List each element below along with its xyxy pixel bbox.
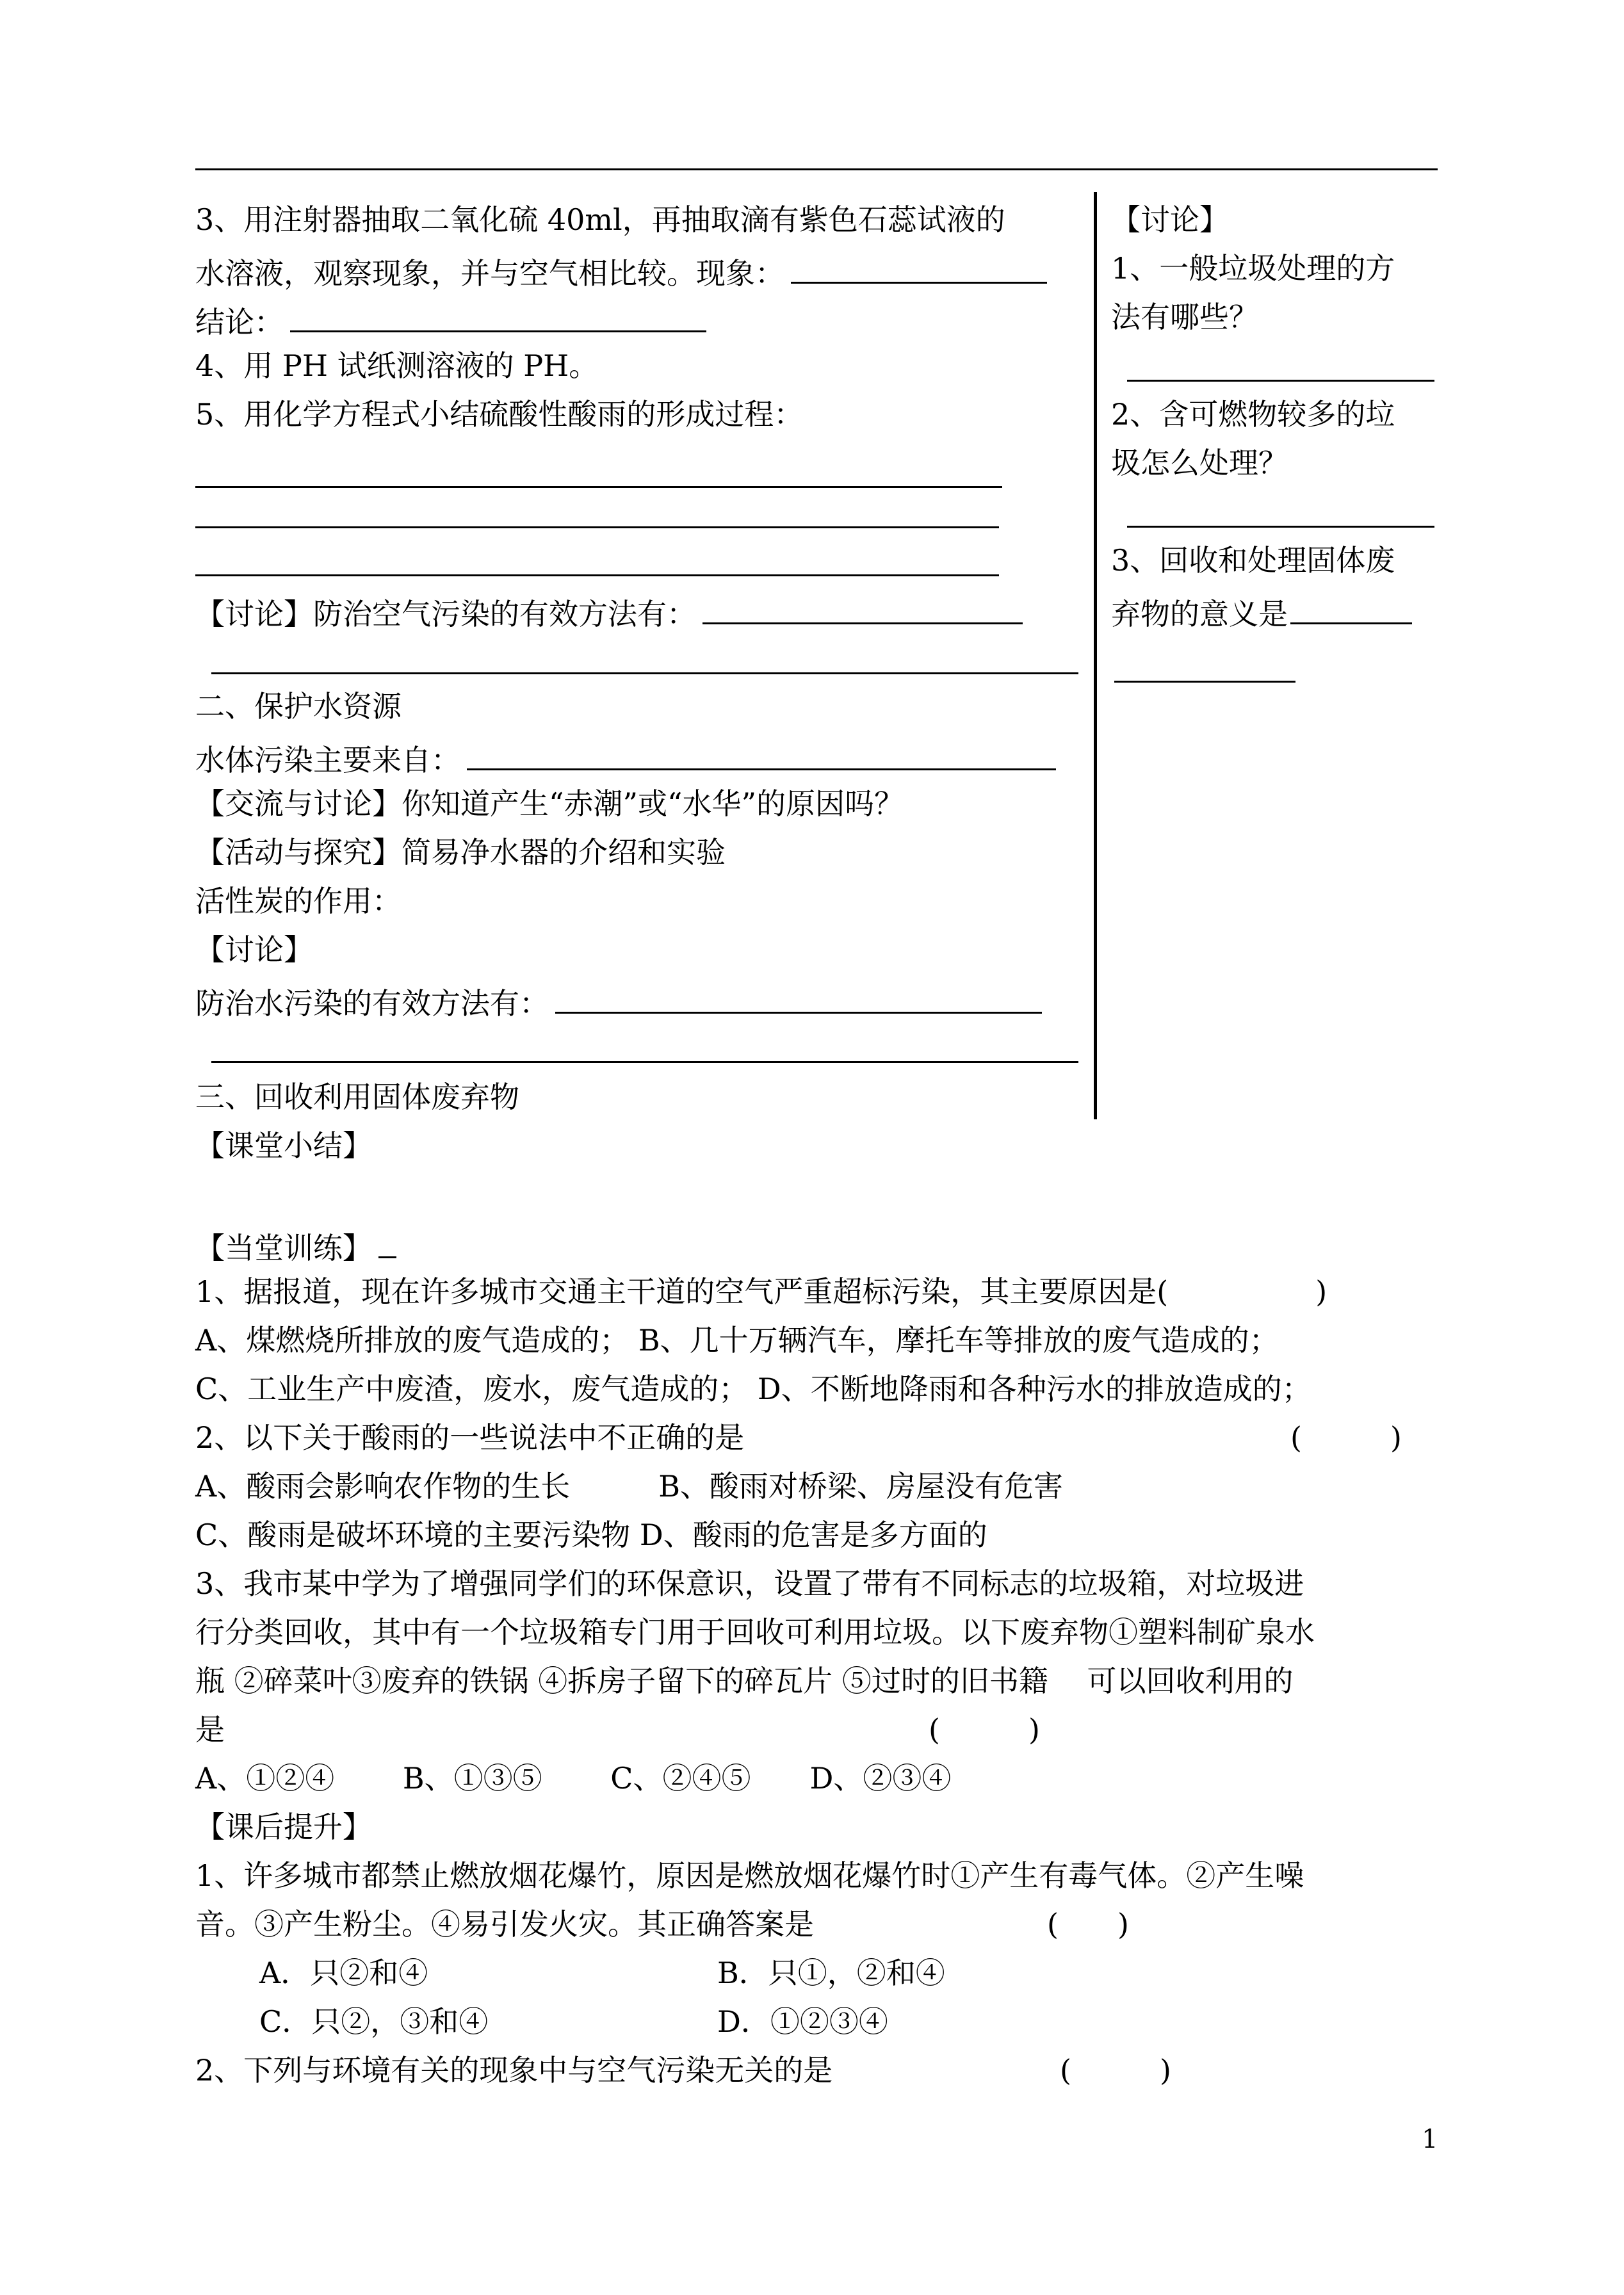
option-line: A、煤燃烧所排放的废气造成的； B、几十万辆汽车，摩托车等排放的废气造成的；	[195, 1323, 1279, 1358]
question-line: 3、我市某中学为了增强同学们的环保意识，设置了带有不同标志的垃圾箱，对垃圾进	[195, 1566, 1304, 1601]
option-line: A、酸雨会影响农作物的生长 B、酸雨对桥梁、房屋没有危害	[195, 1469, 1064, 1504]
section-heading: 二、保护水资源	[195, 689, 402, 724]
text-line: 圾怎么处理？	[1111, 446, 1288, 480]
question-line: 行分类回收，其中有一个垃圾箱专门用于回收可利用垃圾。以下废弃物①塑料制矿泉水	[195, 1615, 1315, 1650]
answer-blank[interactable]	[195, 486, 1002, 488]
answer-parentheses: ( )	[1060, 2053, 1171, 2088]
text-line: 法有哪些？	[1111, 300, 1258, 334]
answer-blank[interactable]	[1127, 380, 1434, 382]
answer-blank[interactable]	[195, 526, 999, 528]
option-line: A．只②和④	[259, 1956, 428, 1990]
answer-blank[interactable]	[290, 302, 706, 332]
page-number: 1	[1422, 2125, 1438, 2154]
text-line: 防治水污染的有效方法有：	[195, 984, 1042, 1018]
text-line: 1、一般垃圾处理的方	[1111, 251, 1395, 286]
option-line: A、①②④ B、①③⑤ C、②④⑤ D、②③④	[195, 1761, 952, 1796]
answer-parentheses: ( )	[929, 1712, 1040, 1747]
text-line: 5、用化学方程式小结硫酸性酸雨的形成过程：	[195, 397, 804, 432]
column-divider	[1094, 192, 1097, 1119]
answer-blank[interactable]	[702, 594, 1023, 624]
answer-blank[interactable]	[211, 672, 1078, 674]
header-rule	[195, 168, 1438, 170]
text-line: 水体污染主要来自：	[195, 740, 1056, 775]
answer-blank[interactable]	[1290, 594, 1412, 624]
question-line: 2、以下关于酸雨的一些说法中不正确的是	[195, 1420, 745, 1455]
question-line: 2、下列与环境有关的现象中与空气污染无关的是	[195, 2053, 833, 2088]
section-heading: 【课堂小结】	[195, 1128, 372, 1163]
text-line: 3、回收和处理固体废	[1111, 543, 1395, 578]
question-line: 是	[195, 1712, 225, 1747]
text-line: 弃物的意义是	[1111, 594, 1412, 629]
answer-parentheses: ( )	[1047, 1907, 1129, 1942]
section-heading: 【当堂训练】	[195, 1228, 396, 1263]
answer-blank[interactable]	[1127, 526, 1434, 528]
section-heading: 【课后提升】	[195, 1810, 372, 1844]
text-line: 【讨论】	[195, 932, 313, 967]
text-line: 3、用注射器抽取二氧化硫 40ml，再抽取滴有紫色石蕊试液的	[195, 202, 1005, 237]
answer-blank[interactable]	[1114, 681, 1295, 683]
section-heading: 三、回收利用固体废弃物	[195, 1080, 519, 1114]
option-line: D．①②③④	[717, 2004, 888, 2039]
option-line: B．只①，②和④	[717, 1956, 945, 1990]
text-line: 4、用 PH 试纸测溶液的 PH。	[195, 348, 599, 383]
text-line: 【交流与讨论】你知道产生“赤潮”或“水华”的原因吗？	[195, 786, 904, 821]
text-line: 【讨论】防治空气污染的有效方法有：	[195, 594, 1023, 629]
text-line: 活性炭的作用：	[195, 884, 402, 918]
answer-blank[interactable]	[791, 254, 1047, 284]
option-line: C．只②，③和④	[259, 2004, 489, 2039]
question-line: 音。③产生粉尘。④易引发火灾。其正确答案是	[195, 1907, 814, 1942]
answer-blank[interactable]	[211, 1061, 1078, 1063]
answer-blank[interactable]	[555, 984, 1042, 1014]
answer-blank[interactable]	[467, 740, 1056, 770]
text-line: 【讨论】	[1111, 202, 1229, 237]
question-line: 瓶 ②碎菜叶③废弃的铁锅 ④拆房子留下的碎瓦片 ⑤过时的旧书籍 可以回收利用的	[195, 1664, 1294, 1698]
question-line: 1、许多城市都禁止燃放烟花爆竹，原因是燃放烟花爆竹时①产生有毒气体。②产生噪	[195, 1858, 1304, 1893]
answer-blank[interactable]	[195, 574, 999, 576]
option-line: C、酸雨是破坏环境的主要污染物 D、酸雨的危害是多方面的	[195, 1518, 987, 1552]
text-line: 水溶液，观察现象，并与空气相比较。现象：	[195, 254, 1047, 288]
answer-parentheses: ( )	[1290, 1420, 1402, 1455]
answer-blank[interactable]	[378, 1228, 396, 1258]
text-line: 2、含可燃物较多的垃	[1111, 397, 1395, 432]
option-line: C、工业生产中废渣，废水，废气造成的； D、不断地降雨和各种污水的排放造成的；	[195, 1372, 1311, 1406]
text-line: 【活动与探究】简易净水器的介绍和实验	[195, 835, 726, 870]
question-line: 1、据报道，现在许多城市交通主干道的空气严重超标污染，其主要原因是( )	[195, 1274, 1328, 1309]
text-line: 结论：	[195, 302, 706, 337]
